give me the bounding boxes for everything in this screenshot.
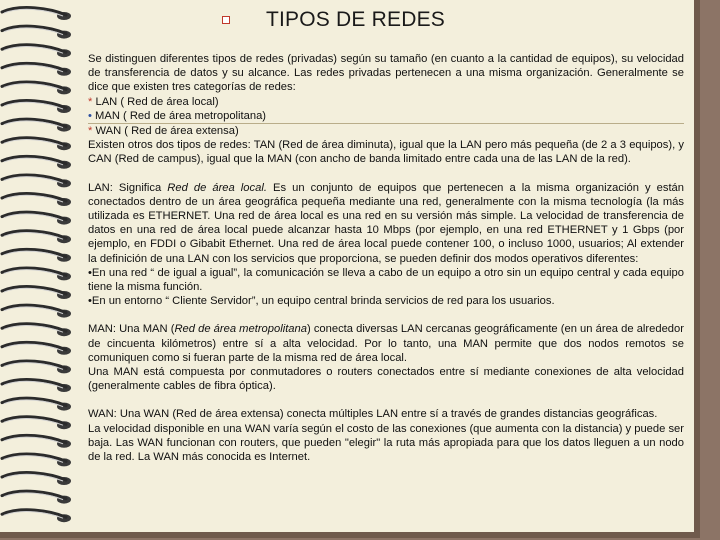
slide-title: TIPOS DE REDES [266, 8, 446, 31]
lan-term: Red de área local. [167, 181, 267, 194]
wan-paragraph: WAN: Una WAN (Red de área extensa) conecta múltiples LAN entre sí a través de grandes distancias geográficas. [88, 408, 658, 421]
slide-content [88, 52, 684, 464]
binding-ring [2, 287, 71, 299]
binding-ring [2, 82, 71, 94]
lan-body: Es un conjunto de equipos que pertenecen a la misma organización y están conectados dentro de un área geográfica pequeña mediante una red, generalmente con la misma tecnología (la más utilizada es ETHERNET. Una red de área local es una red en su versión más simple. La velocidad de transferencia de datos en una red de área local puede alcanzar hasta 10 Mbps (por ejemplo, en una red ETHERNET y 1 Gbps (por ejemplo, en FDDI o Gibabit Ethernet. Una red de área local puede contener 100, o incluso 1000, usuarios; Al extender la definición de una LAN con los servicios que proporciona, se pueden definir dos modos operativos diferentes: [88, 181, 685, 265]
binding-ring [2, 212, 71, 224]
list-marker: • [88, 109, 92, 122]
list-item-label: MAN ( Red de área metropolitana) [95, 109, 267, 122]
binding-ring [2, 510, 71, 522]
binding-ring [2, 473, 71, 485]
binding-ring [2, 101, 71, 113]
binding-ring [2, 342, 71, 354]
binding-ring [2, 8, 71, 20]
binding-ring [2, 305, 71, 317]
lan-lead: LAN: Significa [88, 181, 168, 194]
list-item-label: WAN ( Red de área extensa) [95, 125, 239, 138]
binding-ring [2, 361, 71, 373]
binding-ring [2, 398, 71, 410]
man-body: ) conecta diversas LAN cercanas geográficamente (en un área de alrededor de cincuenta kilómetros) entre sí a alta velocidad. Por lo tanto, una MAN permite que dos nodos remotos se comuniquen como si fueran parte de la misma red de área local. [88, 323, 684, 364]
list-item-lan [88, 95, 684, 109]
binding-ring [2, 231, 71, 243]
list-item-man [88, 109, 684, 123]
binding-ring [2, 491, 71, 503]
binding-ring [2, 119, 71, 131]
list-item-label: LAN ( Red de área local) [95, 95, 219, 108]
binding-ring [2, 454, 71, 466]
lan-paragraph [88, 181, 684, 266]
binding-ring [2, 324, 71, 336]
binding-ring [2, 26, 71, 38]
binding-ring [2, 268, 71, 280]
lan-mode-peer: •En una red “ de igual a igual”, la comunicación se lleva a cabo de un equipo a otro sin un equipo central y cada equipo tiene la misma función. [88, 266, 684, 294]
wan-paragraph-2: La velocidad disponible en una WAN varía según el costo de las conexiones (que aumenta con la distancia) y puede ser baja. Las WAN funcionan con routers, que pueden "elegir" la ruta más apropiada para que los datos lleguen a un nodo de la red. La WAN más conocida es Internet. [88, 422, 684, 464]
binding-ring [2, 380, 71, 392]
binding-ring [2, 417, 71, 429]
square-bullet-icon [222, 16, 230, 24]
list-marker: * [88, 95, 93, 108]
list-marker: * [88, 125, 93, 138]
binding-ring [2, 138, 71, 150]
binding-ring [2, 249, 71, 261]
man-term: Red de área metropolitana [174, 323, 307, 336]
intro-paragraph: Se distinguen diferentes tipos de redes (privadas) según su tamaño (en cuanto a la cantidad de equipos), su velocidad de transferencia de datos y su alcance. Las redes privadas pertenecen a una misma organización. Generalmente se dice que existen tres categorías de redes: [88, 53, 684, 94]
binding-ring [2, 156, 71, 168]
list-item-wan [88, 124, 684, 138]
spiral-binding-graphic [0, 0, 84, 532]
binding-ring [2, 175, 71, 187]
man-lead: MAN: Una MAN ( [88, 323, 175, 336]
spiral-binding [0, 0, 84, 532]
binding-ring [2, 435, 71, 447]
binding-ring [2, 63, 71, 75]
other-networks-paragraph: Existen otros dos tipos de redes: TAN (Red de área diminuta), igual que la LAN pero más pequeña (de 2 a 3 equipos), y CAN (Red de campus), igual que la MAN (con ancho de banda limitado entre cada una de las LAN de la red). [88, 139, 684, 166]
title-row [222, 6, 445, 34]
man-paragraph-2: Una MAN está compuesta por conmutadores o routers conectados entre sí mediante conexiones de alta velocidad (generalmente cables de fibra óptica). [88, 366, 684, 393]
man-paragraph [88, 322, 684, 365]
binding-ring [2, 194, 71, 206]
lan-mode-client-server: •En un entorno “ Cliente Servidor”, un equipo central brinda servicios de red para los usuarios. [88, 295, 555, 308]
binding-ring [2, 45, 71, 57]
